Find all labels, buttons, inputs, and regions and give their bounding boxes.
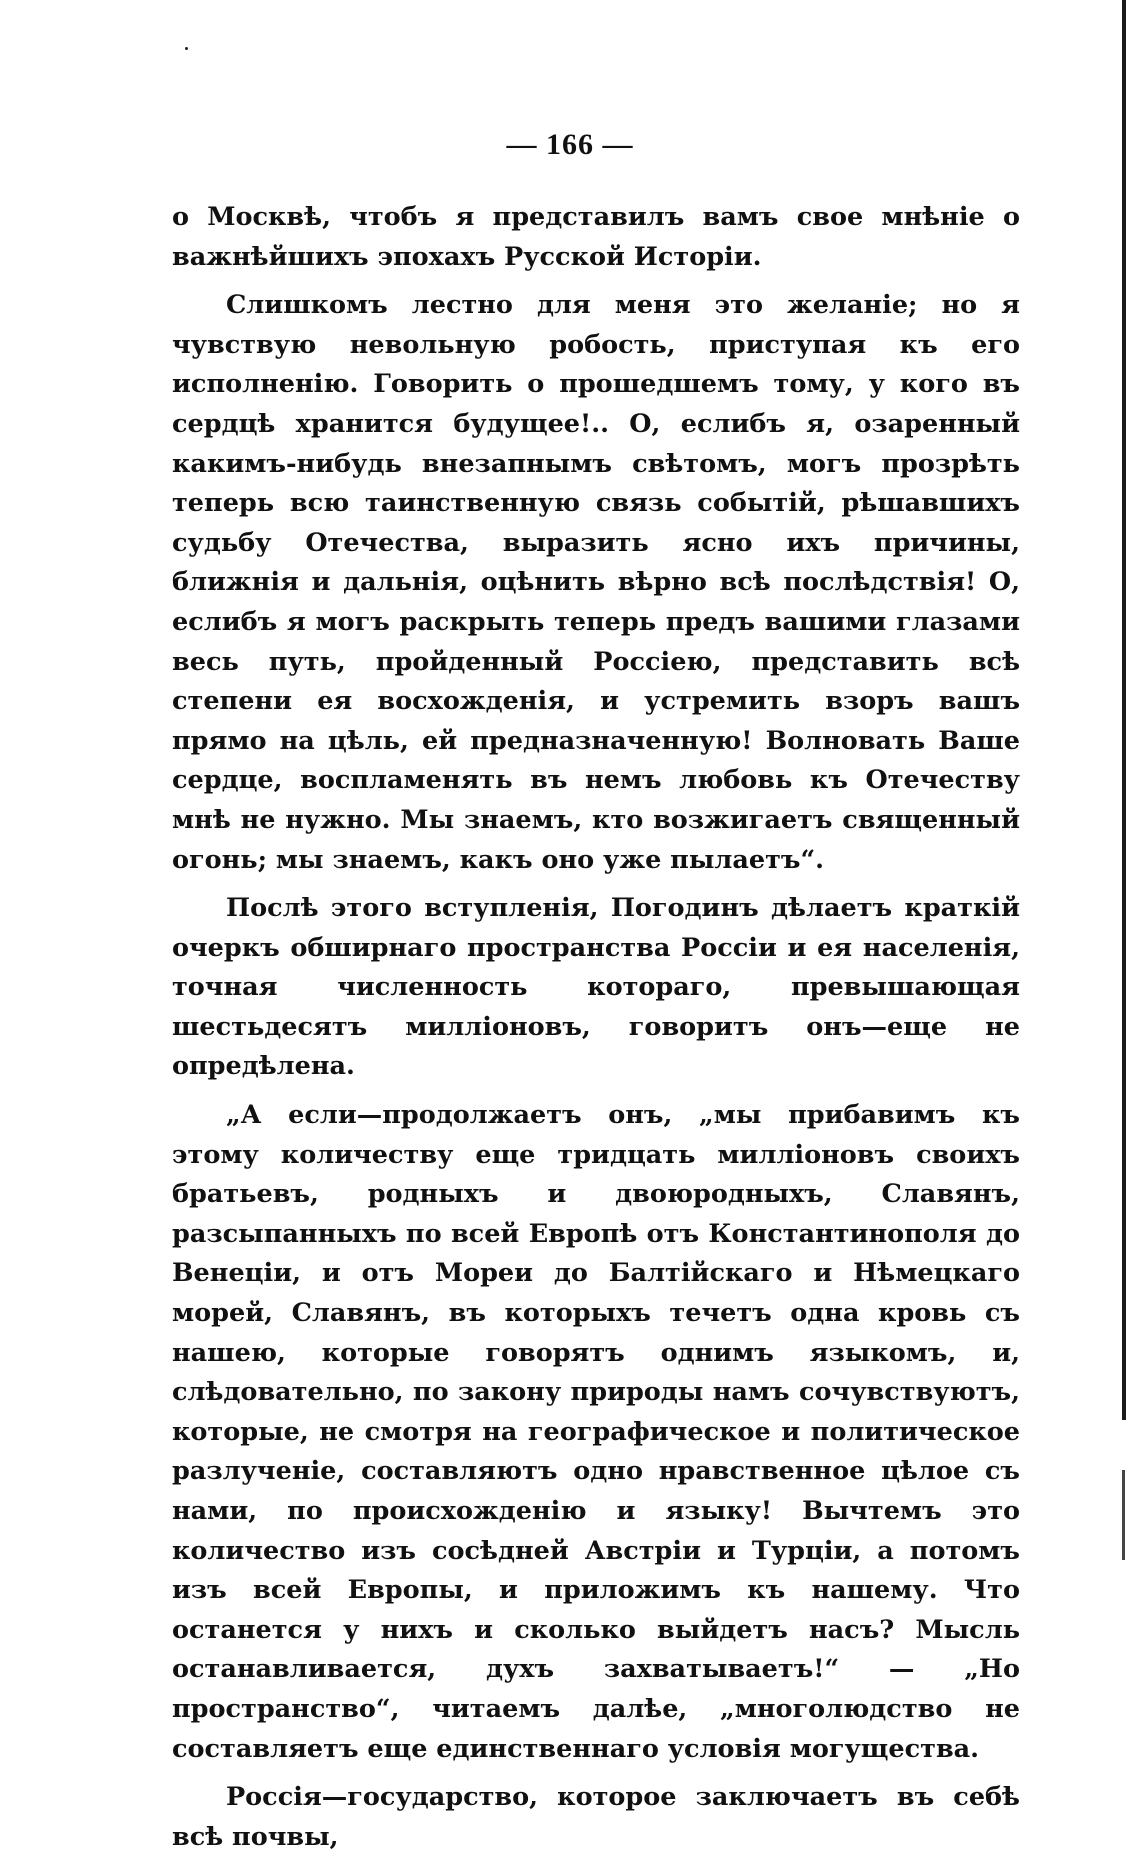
paragraph-pogodin-outline: Послѣ этого вступленія, Погодинъ дѣлаетъ краткій очеркъ обширнаго пространства Россіи и ея населенія, точная численность котораго, превышающая шестьдесятъ милліоновъ, говоритъ онъ—еще не опредѣлена.: [172, 893, 1020, 1082]
body-text: [172, 198, 1020, 1857]
page-edge-shadow: [1122, 0, 1126, 1420]
paragraph-slavs-quote: „А если—продолжаетъ онъ, „мы прибавимъ къ этому количеству еще тридцать милліоновъ своихъ братьевъ, родныхъ и двоюродныхъ, Славянъ, разсыпанныхъ по всей Европѣ отъ Константинополя до Венеціи, и отъ Мореи до Балтійскаго и Нѣмецкаго морей, Славянъ, въ которыхъ течетъ одна кровь съ нашею, которые говорятъ однимъ языкомъ, и, слѣдовательно, по закону природы намъ сочувствуютъ, которые, не смотря на географическое и политическое разлученіе, составляютъ одно нравственное цѣлое съ нами, по происхожденію и языку! Вычтемъ это количество изъ сосѣдней Австріи и Турціи, а потомъ изъ всей Европы, и приложимъ къ нашему. Что останется у нихъ и сколько выйдетъ насъ? Мысль останавливается, духъ захватываетъ!“ — „Но пространство“, читаемъ далѣе, „многолюдство не составляетъ еще единственнаго условія могущества.: [172, 1100, 1020, 1764]
page-edge-shadow-lower: [1122, 1470, 1125, 1560]
paragraph-russia-state: Россія—государство, которое заключаетъ въ себѣ всѣ почвы,: [172, 1782, 1020, 1852]
paragraph-quote-opening: Слишкомъ лестно для меня это желаніе; но я чувствую невольную робость, приступая къ его исполненію. Говорить о прошедшемъ тому, у кого въ сердцѣ хранится будущее!.. О, еслибъ я, озаренный какимъ-нибудь внезапнымъ свѣтомъ, могъ прозрѣть теперь всю таинственную связь событій, рѣшавшихъ судьбу Отечества, выразить ясно ихъ причины, ближнія и дальнія, оцѣнить вѣрно всѣ послѣдствія! О, еслибъ я могъ раскрыть теперь предъ вашими глазами весь путь, пройденный Россіею, представить всѣ степени ея восхожденія, и устремить взоръ вашъ прямо на цѣль, ей предназначенную! Волновать Ваше сердце, воспламенять въ немъ любовь къ Отечеству мнѣ не нужно. Мы знаемъ, кто возжигаетъ священный огонь; мы знаемъ, какъ оно уже пылаетъ“.: [172, 290, 1020, 875]
scan-speck: [185, 47, 188, 50]
page-number: — 166 —: [506, 128, 634, 161]
paragraph-continuation: о Москвѣ, чтобъ я представилъ вамъ свое мнѣніе о важнѣйшихъ эпохахъ Русской Исторіи.: [172, 202, 1020, 272]
